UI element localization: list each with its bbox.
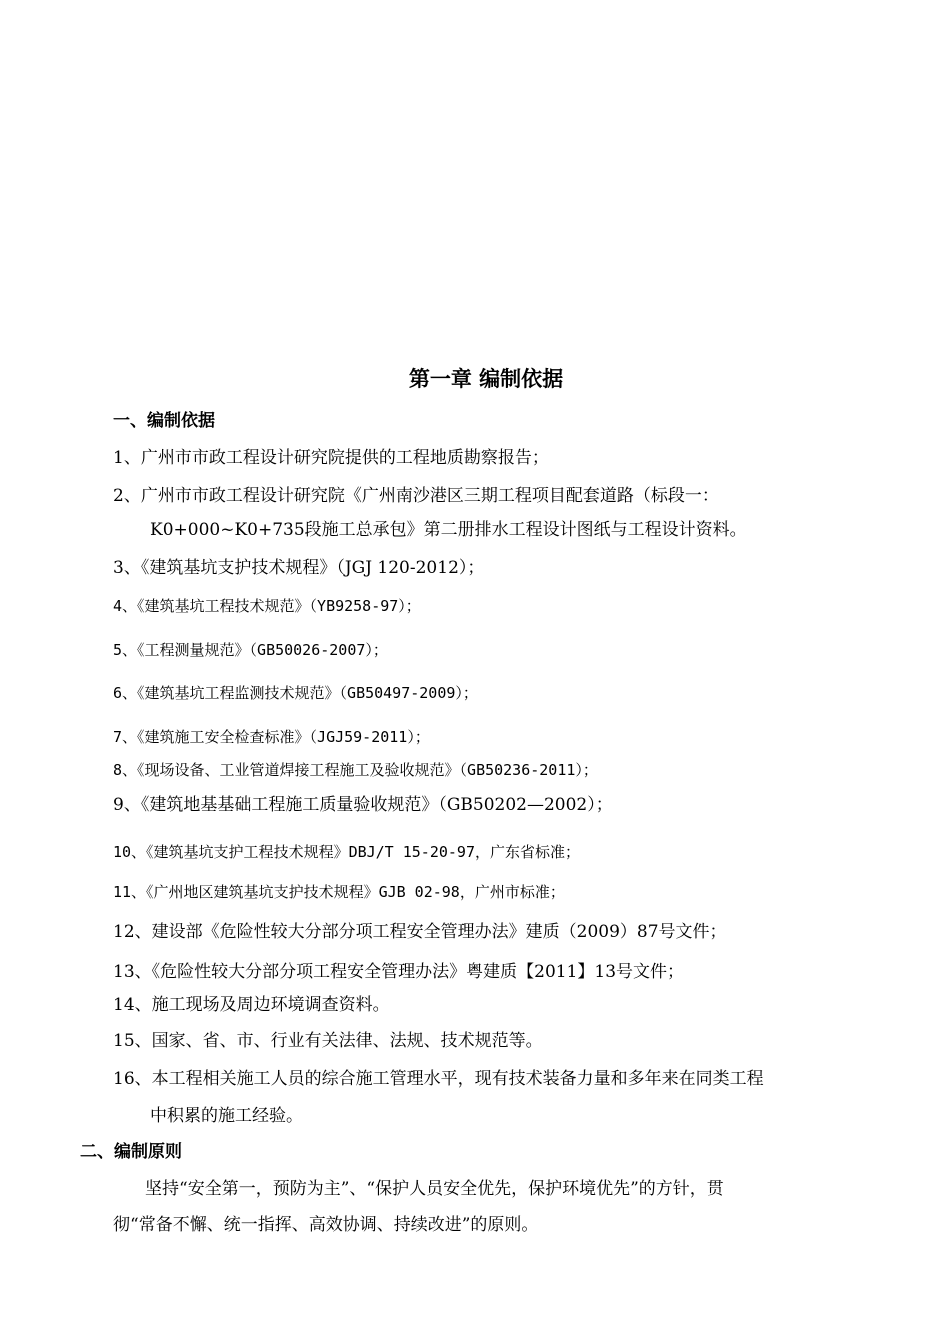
principles-paragraph-line2: 彻“常备不懈、统一指挥、高效协调、持续改进”的原则。 xyxy=(113,1215,539,1235)
list-item: 12、建设部《危险性较大分部分项工程安全管理办法》建质（2009）87号文件； xyxy=(113,922,727,942)
principles-paragraph-line1: 坚持“安全第一，预防为主”、“保护人员安全优先，保护环境优先”的方针，贯 xyxy=(145,1179,724,1199)
list-item: 16、本工程相关施工人员的综合施工管理水平，现有技术装备力量和多年来在同类工程 xyxy=(113,1069,764,1089)
list-item-continuation: K0+000~K0+735段施工总承包》第二册排水工程设计图纸与工程设计资料。 xyxy=(150,520,747,540)
list-item: 7、《建筑施工安全检查标准》（JGJ59-2011）； xyxy=(113,728,430,746)
list-item: 2、广州市市政工程设计研究院《广州南沙港区三期工程项目配套道路（标段一： xyxy=(113,486,719,506)
section-heading-principles: 二、编制原则 xyxy=(80,1142,182,1162)
list-item-continuation: 中积累的施工经验。 xyxy=(150,1106,303,1126)
chapter-title: 第一章 编制依据 xyxy=(408,367,564,391)
list-item: 14、施工现场及周边环境调查资料。 xyxy=(113,995,390,1015)
list-item: 3、《建筑基坑支护技术规程》（JGJ 120-2012）； xyxy=(113,558,485,578)
list-item: 6、《建筑基坑工程监测技术规范》（GB50497-2009）； xyxy=(113,684,478,702)
list-item: 15、国家、省、市、行业有关法律、法规、技术规范等。 xyxy=(113,1031,543,1051)
list-item: 11、《广州地区建筑基坑支护技术规程》GJB 02-98，广州市标准； xyxy=(113,883,565,901)
list-item: 9、《建筑地基基础工程施工质量验收规范》（GB50202—2002）； xyxy=(113,795,613,815)
list-item: 13、《危险性较大分部分项工程安全管理办法》粤建质【2011】13号文件； xyxy=(113,962,685,982)
list-item: 4、《建筑基坑工程技术规范》（YB9258-97）； xyxy=(113,597,421,615)
list-item: 10、《建筑基坑支护工程技术规程》DBJ/T 15-20-97，广东省标准； xyxy=(113,843,580,861)
section-heading-basis: 一、编制依据 xyxy=(113,411,215,431)
list-item: 5、《工程测量规范》（GB50026-2007）； xyxy=(113,641,388,659)
list-item: 1、广州市市政工程设计研究院提供的工程地质勘察报告； xyxy=(113,448,549,468)
list-item: 8、《现场设备、工业管道焊接工程施工及验收规范》（GB50236-2011）； xyxy=(113,761,598,779)
